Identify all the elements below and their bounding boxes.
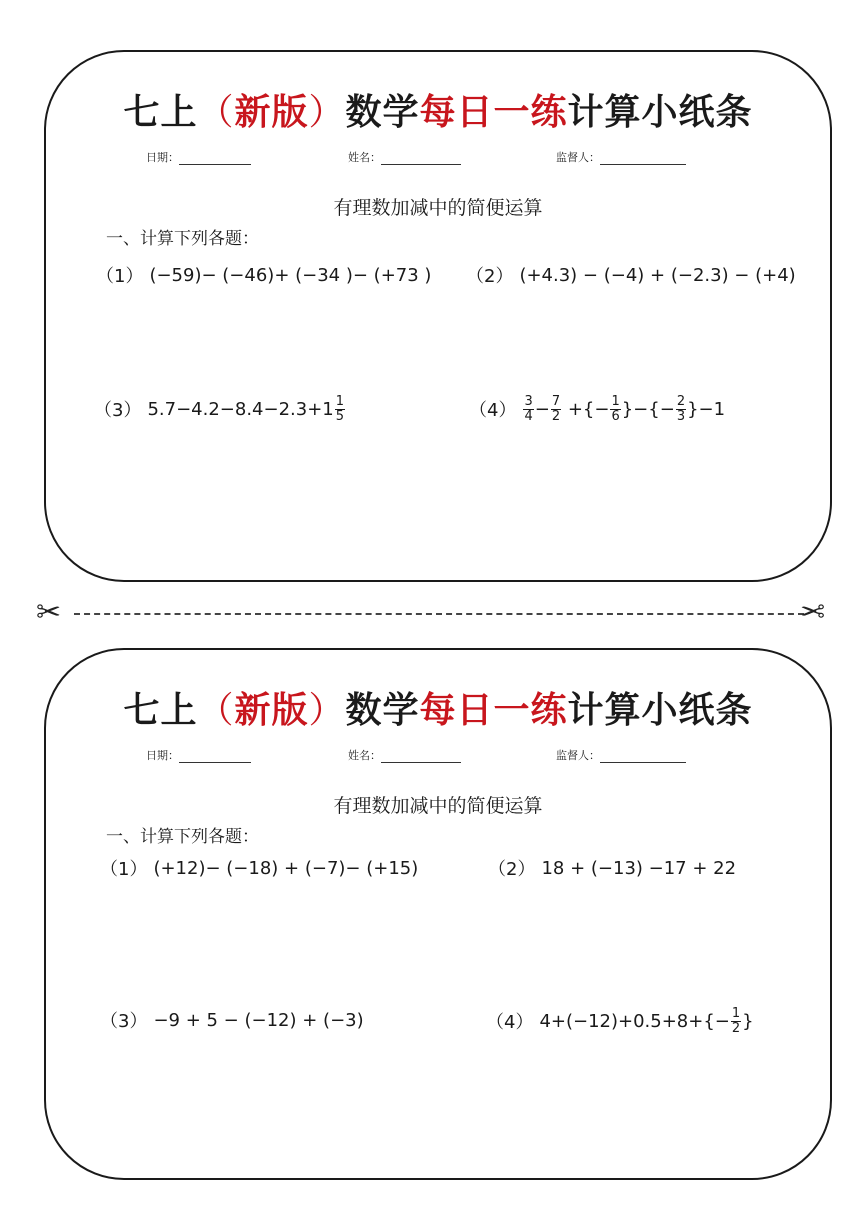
date-label: 日期：	[146, 151, 179, 164]
name-label: 姓名：	[348, 151, 381, 164]
title-paren-close: ）	[308, 690, 346, 731]
fraction	[523, 395, 533, 423]
title-subject: 数学	[345, 689, 420, 731]
title-paren-open: （	[197, 690, 235, 731]
fraction-denominator: 2	[731, 1020, 741, 1036]
name-field	[348, 747, 461, 763]
section-heading: 一、计算下列各题：	[106, 229, 259, 249]
title-paren-open: （	[197, 92, 235, 133]
supervisor-blank[interactable]	[600, 152, 686, 165]
fraction	[731, 1007, 741, 1035]
problem-1	[100, 855, 418, 881]
date-label: 日期：	[146, 749, 179, 762]
worksheet-card-1	[44, 50, 832, 582]
problem-4	[486, 1007, 754, 1035]
fraction	[676, 395, 686, 423]
worksheet-card-2	[44, 648, 832, 1180]
problem-3	[100, 1007, 364, 1033]
problem-2	[488, 855, 736, 881]
title-paren-close: ）	[308, 92, 346, 133]
fraction-denominator: 5	[335, 408, 345, 424]
worksheet-subtitle: 有理数加减中的简便运算	[333, 197, 543, 219]
name-blank[interactable]	[381, 152, 461, 165]
operator: +{−	[562, 398, 610, 420]
supervisor-label: 监督人：	[556, 749, 600, 762]
worksheet-subtitle: 有理数加减中的简便运算	[333, 795, 543, 817]
title-daily-practice: 每日一练	[419, 689, 568, 731]
date-blank[interactable]	[179, 152, 251, 165]
title-edition: 新版	[234, 91, 309, 133]
title-suffix: 计算小纸条	[567, 91, 753, 133]
supervisor-blank[interactable]	[600, 750, 686, 763]
fraction-numerator: 1	[611, 394, 620, 409]
supervisor-field	[556, 747, 686, 763]
problem-4	[469, 395, 725, 423]
cut-line	[74, 613, 804, 615]
problem-2	[466, 262, 796, 288]
title-subject: 数学	[345, 91, 420, 133]
problem-number: （4）	[486, 1012, 534, 1034]
worksheet-title	[46, 84, 830, 135]
date-field	[146, 149, 251, 165]
fraction-numerator: 2	[676, 394, 686, 409]
operator: }−{−	[621, 398, 675, 420]
fraction	[551, 395, 561, 423]
scissors-icon: ✂	[800, 595, 826, 630]
worksheet-title	[46, 682, 830, 733]
name-field	[348, 149, 461, 165]
supervisor-field	[556, 149, 686, 165]
fraction	[610, 395, 620, 423]
problem-number: （3）	[94, 400, 142, 422]
fraction-numerator: 1	[335, 394, 345, 409]
date-blank[interactable]	[179, 750, 251, 763]
fraction-denominator: 2	[551, 408, 561, 424]
problem-number: （2）	[488, 859, 536, 880]
problem-number: （4）	[469, 400, 517, 422]
operator: −	[534, 398, 550, 420]
problem-expression: (+4.3) − (−4) + (−2.3) − (+4)	[519, 264, 796, 286]
title-daily-practice: 每日一练	[419, 91, 568, 133]
fraction-numerator: 1	[731, 1006, 741, 1021]
fraction-numerator: 3	[524, 394, 533, 409]
fraction-denominator: 4	[524, 408, 533, 424]
problem-expression: (−59)− (−46)+ (−34 )− (+73 )	[149, 264, 432, 286]
problem-1	[96, 262, 431, 288]
problem-expression: 18 + (−13) −17 + 22	[541, 857, 737, 879]
fraction-denominator: 3	[676, 408, 686, 424]
operator: }	[742, 1010, 754, 1032]
problem-number: （3）	[100, 1011, 148, 1032]
supervisor-label: 监督人：	[556, 151, 600, 164]
name-blank[interactable]	[381, 750, 461, 763]
problem-expression: 5.7−4.2−8.4−2.3+1	[147, 398, 334, 420]
problem-3	[94, 395, 346, 423]
operator: }−1	[687, 398, 726, 420]
problem-number: （1）	[100, 859, 148, 880]
title-grade: 七上	[123, 91, 198, 133]
problem-expression: 4+(−12)+0.5+8+{−	[539, 1010, 730, 1032]
problem-expression: (+12)− (−18) + (−7)− (+15)	[153, 857, 419, 879]
fraction-numerator: 7	[551, 394, 561, 409]
title-edition: 新版	[234, 689, 309, 731]
problem-number: （1）	[96, 266, 144, 287]
name-label: 姓名：	[348, 749, 381, 762]
title-grade: 七上	[123, 689, 198, 731]
section-heading: 一、计算下列各题：	[106, 827, 259, 847]
fraction	[335, 395, 345, 423]
title-suffix: 计算小纸条	[567, 689, 753, 731]
date-field	[146, 747, 251, 763]
scissors-icon: ✂	[36, 595, 62, 630]
fraction-denominator: 6	[611, 408, 620, 424]
problem-number: （2）	[466, 266, 514, 287]
problem-expression: −9 + 5 − (−12) + (−3)	[153, 1009, 364, 1031]
